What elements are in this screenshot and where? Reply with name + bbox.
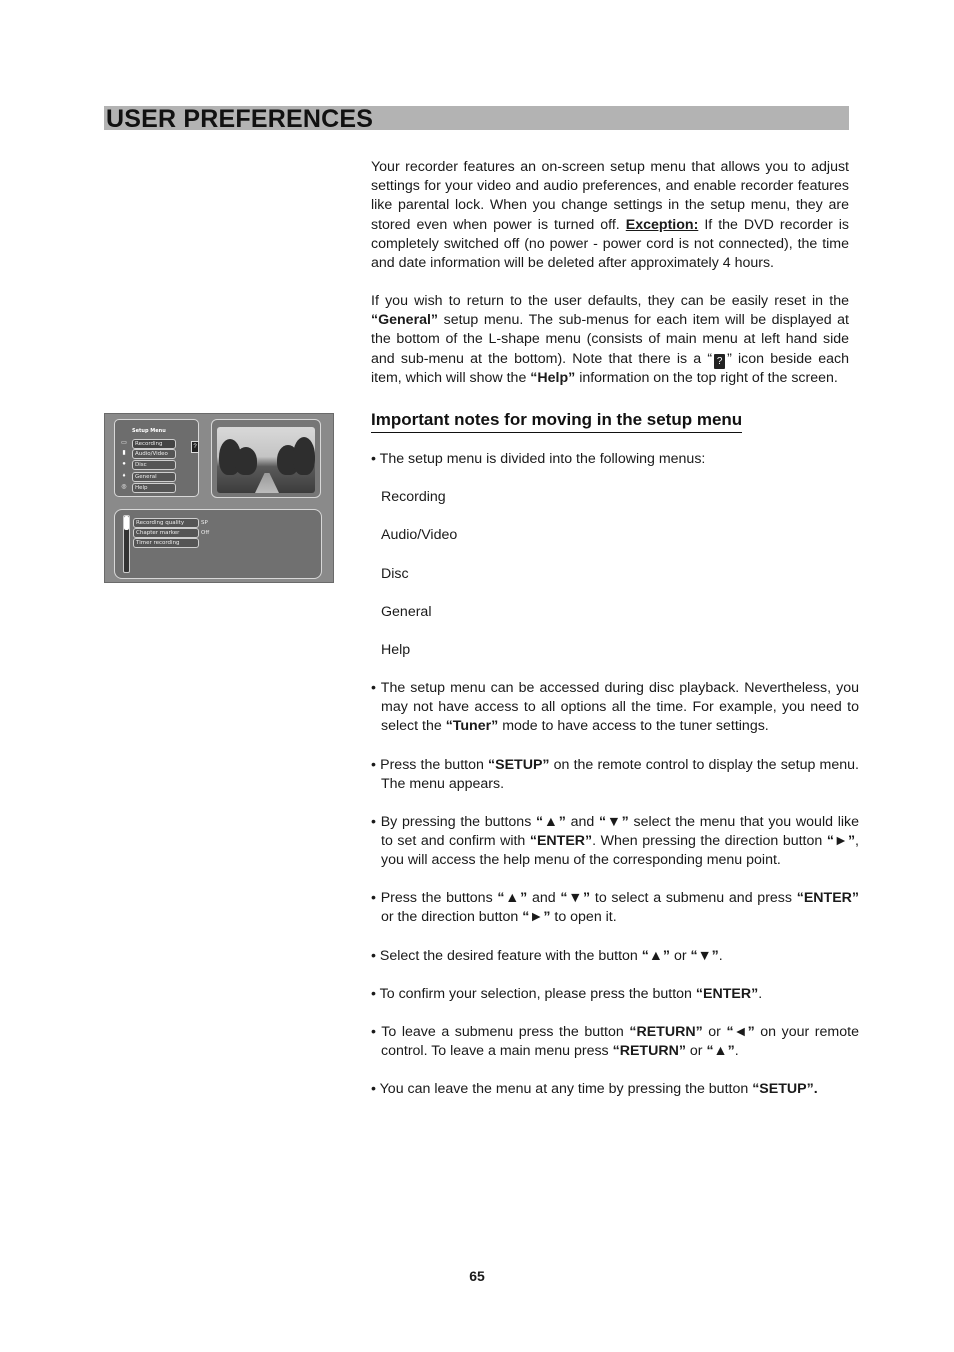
bullet-text: or	[673, 948, 687, 964]
scrollbar[interactable]	[123, 515, 130, 573]
general-label: “General”	[371, 312, 439, 329]
menu-list-item: Help	[381, 642, 411, 658]
sub-value-chapter-marker: Off	[201, 530, 210, 536]
bullet-text: .	[758, 986, 763, 1002]
bullet-text: to open it.	[554, 909, 617, 926]
bullet-text: • By pressing the buttons	[371, 814, 532, 830]
recording-icon: ▭	[121, 440, 127, 446]
bullet-text: • Press the button	[371, 757, 484, 773]
preview-image	[217, 427, 315, 493]
bullet-confirm	[371, 985, 859, 1004]
bullet-leave-menu	[371, 1080, 859, 1099]
bullet-text: and	[531, 890, 556, 906]
right-arrow-label: “►”	[826, 833, 856, 850]
bullet-text: or the direction button	[381, 909, 519, 926]
bullet-text: .	[734, 1043, 739, 1060]
bullet-text: • You can leave the menu at any time by pressing the button	[371, 1081, 749, 1097]
menu-list-item: Recording	[381, 489, 446, 505]
bullet-text: • The setup menu can be accessed during disc playback. Nevertheless, you may not have access to all options all the time. For example, you need to select the	[371, 680, 859, 735]
enter-label: “ENTER”	[695, 986, 759, 1002]
up-arrow-label: “▲”	[497, 890, 528, 906]
bullet-text: • To leave a submenu press the button	[371, 1024, 624, 1040]
tree-shape	[293, 437, 315, 475]
bullet-text: and	[570, 814, 595, 830]
bullet-text: to select a submenu and press	[594, 890, 792, 906]
sub-menu-panel	[114, 509, 322, 579]
disc-icon: ●	[122, 461, 126, 467]
menu-item-audio-video[interactable]: Audio/Video	[132, 449, 176, 459]
bullet-text: , you will access the help menu of the corresponding menu point.	[381, 833, 859, 869]
exception-label: Exception:	[625, 216, 699, 233]
bullet-submenu	[371, 889, 859, 927]
up-arrow-label: “▲”	[641, 948, 670, 964]
section-heading: Important notes for moving in the setup menu	[371, 409, 742, 433]
bullet-text: • Press the buttons	[371, 890, 493, 906]
return-label: “RETURN”	[629, 1024, 703, 1040]
intro-paragraph-2	[371, 292, 849, 388]
help-icon: ◎	[121, 484, 127, 490]
bullet-text: on your remote control. To leave a main menu press	[381, 1024, 859, 1060]
menu-list-item: General	[381, 604, 432, 620]
setup-menu-screenshot	[104, 413, 334, 583]
intro-text: Your recorder features an on-screen setup menu that allows you to adjust settings for your video and audio preferences, and enable recorder features like parental lock. When you change settings in the setup menu, they are stored even when power is turned off.	[371, 159, 849, 233]
bullet-text: or	[689, 1043, 703, 1060]
bullet-disc-playback	[371, 679, 859, 737]
bullet-text: .	[718, 948, 723, 964]
panel-title: Setup Menu	[132, 428, 166, 434]
enter-label: “ENTER”	[529, 833, 593, 850]
bullet-text: . When pressing the direction button	[592, 833, 823, 850]
intro-text: information on the top right of the screen.	[579, 369, 838, 386]
bullet-navigate-menu	[371, 813, 859, 871]
bullet-text: • To confirm your selection, please press the button	[371, 986, 692, 1002]
return-label: “RETURN”	[612, 1043, 686, 1060]
left-arrow-label: “◄”	[726, 1024, 755, 1040]
page-title: USER PREFERENCES	[106, 105, 374, 133]
right-arrow-label: “►”	[522, 909, 551, 926]
down-arrow-label: “▼”	[560, 890, 591, 906]
sub-item-timer-recording[interactable]: Timer recording	[133, 538, 199, 548]
bullet-text: mode to have access to the tuner settings.	[502, 718, 769, 735]
help-icon: ?	[714, 354, 725, 369]
road-shape	[255, 473, 279, 493]
intro-text: If the DVD recorder is completely switched off (no power - power cord is not connected), the time and date information will be deleted after approximately 4 hours.	[371, 216, 849, 272]
up-arrow-label: “▲”	[536, 814, 566, 830]
preview-panel	[211, 419, 321, 498]
bullet-text: on the remote control to display the setup menu. The menu appears.	[381, 757, 859, 793]
tuner-label: “Tuner”	[445, 718, 499, 735]
bullet-setup-button	[371, 756, 859, 794]
setup-label: “SETUP”	[488, 757, 550, 773]
general-icon: ♦	[122, 473, 126, 479]
menu-item-general[interactable]: General	[132, 472, 176, 482]
bullet-select-feature	[371, 947, 859, 966]
menu-list-item: Disc	[381, 566, 409, 582]
menu-list-item: Audio/Video	[381, 527, 458, 543]
bullet-text: or	[708, 1024, 721, 1040]
down-arrow-label: “▼”	[598, 814, 629, 830]
sub-item-recording-quality[interactable]: Recording quality	[133, 518, 199, 528]
sub-item-chapter-marker[interactable]: Chapter marker	[133, 528, 199, 538]
page-number: 65	[469, 1268, 485, 1284]
setup-label: “SETUP”.	[752, 1081, 818, 1097]
help-icon: ?	[191, 441, 199, 453]
bullet-text: • Select the desired feature with the button	[371, 948, 638, 964]
bullet-leave-submenu	[371, 1023, 859, 1061]
title-bar	[104, 105, 849, 133]
help-label: “Help”	[530, 369, 576, 386]
down-arrow-label: “▼”	[690, 948, 719, 964]
menu-item-help[interactable]: Help	[132, 483, 176, 493]
tree-shape	[235, 447, 257, 475]
intro-bullet: • The setup menu is divided into the following menus:	[371, 451, 706, 467]
sub-value-recording-quality: SP	[201, 520, 208, 526]
intro-text: ” icon beside each item, which will show the	[371, 350, 849, 386]
up-arrow-label: “▲”	[706, 1043, 735, 1060]
menu-item-disc[interactable]: Disc	[132, 460, 176, 470]
scrollbar-thumb[interactable]	[124, 516, 129, 530]
bullet-text: select the menu that you would like to set and confirm with	[381, 814, 859, 850]
audio-video-icon: ▮	[122, 450, 126, 456]
enter-label: “ENTER”	[796, 890, 860, 906]
main-menu-panel	[114, 419, 199, 497]
intro-paragraph-1	[371, 158, 849, 273]
menu-item-recording[interactable]: Recording	[132, 439, 176, 449]
intro-text: If you wish to return to the user defaults, they can be easily reset in the	[371, 293, 849, 309]
intro-text: setup menu. The sub-menus for each item will be displayed at the bottom of the L-shape menu (consists of main menu at left hand side and sub-menu at the bottom). Note that there is a “	[371, 312, 849, 367]
